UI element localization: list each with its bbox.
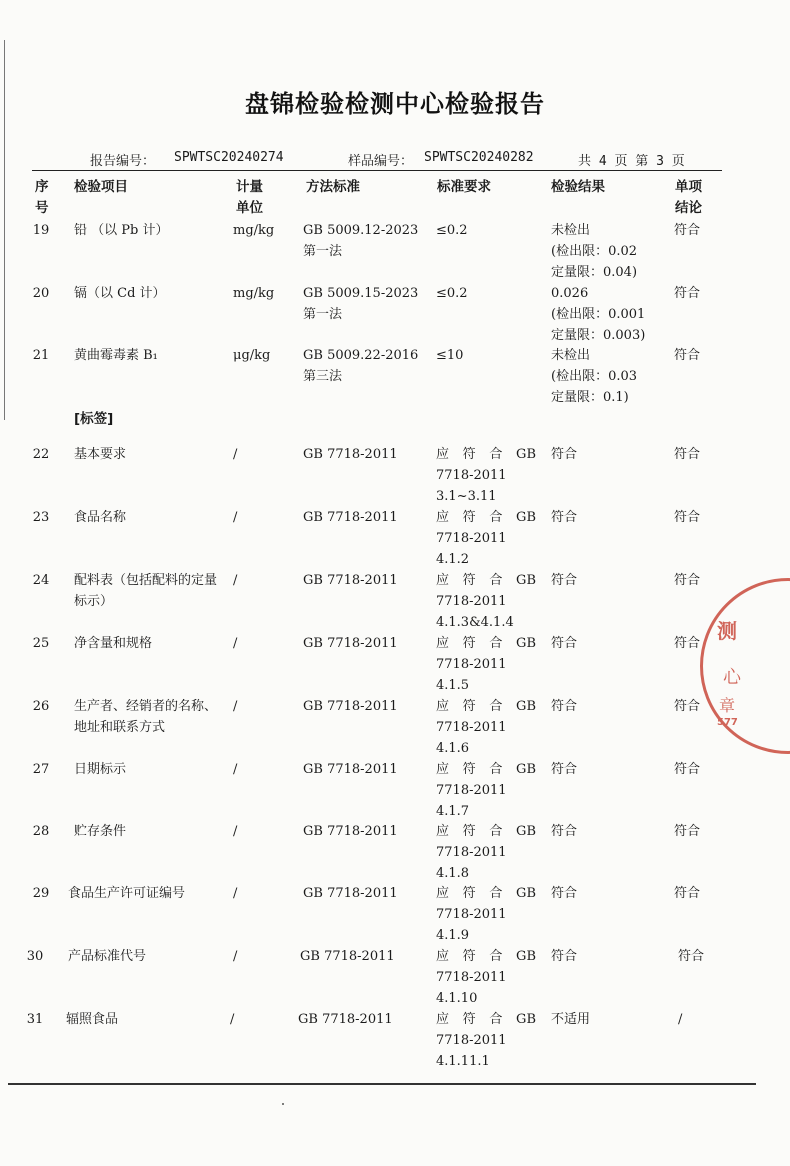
row-result: 符合 xyxy=(551,573,578,588)
seal-char-1: 测 xyxy=(717,619,737,643)
req-head: 应 符 合 GB xyxy=(436,447,536,462)
row-requirement xyxy=(436,507,536,570)
row-item: 辐照食品 xyxy=(66,1012,119,1027)
result-line: 未检出 xyxy=(551,223,591,238)
row-unit: mg/kg xyxy=(233,286,275,301)
req-std: 7718-2011 xyxy=(436,720,507,735)
req-clause: 4.1.2 xyxy=(436,552,470,567)
req-std: 7718-2011 xyxy=(436,594,507,609)
row-seq: 27 xyxy=(32,762,50,777)
req-clause: 4.1.10 xyxy=(436,991,478,1006)
header-unit xyxy=(236,177,263,219)
row-unit: / xyxy=(233,699,238,714)
row-result: 符合 xyxy=(551,762,578,777)
row-method xyxy=(303,345,427,387)
row-method: GB 7718-2011 xyxy=(303,573,398,588)
row-method xyxy=(303,283,427,325)
req-std: 7718-2011 xyxy=(436,1033,507,1048)
req-clause: 4.1.6 xyxy=(436,741,470,756)
row-result: 符合 xyxy=(551,447,578,462)
result-line: 定量限：0.04) xyxy=(551,265,638,280)
row-result: 不适用 xyxy=(551,1012,591,1027)
method-line: 第一法 xyxy=(303,244,343,259)
seal-char-2: 心 xyxy=(723,667,741,688)
row-requirement: ≤10 xyxy=(436,348,464,363)
footer-rule xyxy=(8,1083,756,1085)
row-item: 铅 （以 Pb 计） xyxy=(74,223,169,238)
req-clause: 4.1.5 xyxy=(436,678,470,693)
row-item: 基本要求 xyxy=(74,447,127,462)
row-unit: μg/kg xyxy=(233,348,271,363)
row-seq: 26 xyxy=(32,699,50,714)
row-seq: 20 xyxy=(32,286,50,301)
result-line: 未检出 xyxy=(551,348,591,363)
row-requirement xyxy=(436,570,536,633)
row-unit: / xyxy=(233,949,238,964)
row-conclusion: 符合 xyxy=(674,762,701,777)
report-number: SPWTSC20240274 xyxy=(174,150,284,165)
method-line: GB 5009.15-2023 xyxy=(303,286,419,301)
header-unit-line2: 单位 xyxy=(236,200,263,216)
row-method: GB 7718-2011 xyxy=(298,1012,393,1027)
row-conclusion: 符合 xyxy=(674,286,701,301)
row-method: GB 7718-2011 xyxy=(303,447,398,462)
row-conclusion: 符合 xyxy=(674,636,701,651)
row-conclusion: 符合 xyxy=(674,886,701,901)
row-requirement: ≤0.2 xyxy=(436,223,468,238)
req-clause: 3.1~3.11 xyxy=(436,489,497,504)
result-line: 定量限：0.1) xyxy=(551,390,629,405)
req-head: 应 符 合 GB xyxy=(436,510,536,525)
req-head: 应 符 合 GB xyxy=(436,824,536,839)
row-result xyxy=(551,345,671,408)
row-conclusion: 符合 xyxy=(674,510,701,525)
row-conclusion: / xyxy=(678,1012,683,1027)
req-std: 7718-2011 xyxy=(436,845,507,860)
result-line: (检出限：0.001 xyxy=(551,307,646,322)
row-item: 镉（以 Cd 计） xyxy=(74,286,166,301)
header-seq-line2: 号 xyxy=(35,200,49,216)
row-item: 净含量和规格 xyxy=(74,636,153,651)
method-line: GB 5009.12-2023 xyxy=(303,223,419,238)
row-conclusion: 符合 xyxy=(674,824,701,839)
row-method: GB 7718-2011 xyxy=(303,510,398,525)
row-result: 符合 xyxy=(551,636,578,651)
req-clause: 4.1.7 xyxy=(436,804,470,819)
row-item: 产品标准代号 xyxy=(68,949,147,964)
header-item: 检验项目 xyxy=(74,179,128,195)
row-result: 符合 xyxy=(551,886,578,901)
row-method: GB 7718-2011 xyxy=(303,636,398,651)
row-seq: 25 xyxy=(32,636,50,651)
report-number-label: 报告编号： xyxy=(90,154,156,169)
row-requirement xyxy=(436,821,536,884)
req-head: 应 符 合 GB xyxy=(436,886,536,901)
row-method xyxy=(303,220,427,262)
result-line: (检出限：0.02 xyxy=(551,244,638,259)
req-head: 应 符 合 GB xyxy=(436,699,536,714)
row-requirement xyxy=(436,1009,536,1072)
header-result: 检验结果 xyxy=(551,179,605,195)
row-result: 符合 xyxy=(551,824,578,839)
row-seq: 28 xyxy=(32,824,50,839)
report-title: 盘锦检验检测中心检验报告 xyxy=(245,90,545,118)
row-seq: 21 xyxy=(32,348,50,363)
row-requirement xyxy=(436,946,536,1009)
row-unit: / xyxy=(233,573,238,588)
row-item: 黄曲霉毒素 B₁ xyxy=(74,348,158,363)
row-requirement xyxy=(436,759,536,822)
row-unit: / xyxy=(233,762,238,777)
sample-number: SPWTSC20240282 xyxy=(424,150,534,165)
scan-dot xyxy=(282,1103,284,1105)
row-seq: 29 xyxy=(32,886,50,901)
req-head: 应 符 合 GB xyxy=(436,1012,536,1027)
row-unit: / xyxy=(233,510,238,525)
row-method: GB 7718-2011 xyxy=(303,886,398,901)
row-method: GB 7718-2011 xyxy=(303,762,398,777)
header-conclusion xyxy=(675,177,702,219)
method-line: 第一法 xyxy=(303,307,343,322)
row-result xyxy=(551,220,671,283)
req-std: 7718-2011 xyxy=(436,783,507,798)
row-seq: 24 xyxy=(32,573,50,588)
seal-number: 577 xyxy=(717,717,738,728)
row-method: GB 7718-2011 xyxy=(303,824,398,839)
row-seq: 19 xyxy=(32,223,50,238)
header-method: 方法标准 xyxy=(306,179,360,195)
method-line: 第三法 xyxy=(303,369,343,384)
row-unit: / xyxy=(233,824,238,839)
seal-char-3: 章 xyxy=(719,696,736,715)
req-head: 应 符 合 GB xyxy=(436,573,536,588)
row-seq: 30 xyxy=(26,949,44,964)
req-std: 7718-2011 xyxy=(436,907,507,922)
row-conclusion: 符合 xyxy=(674,348,701,363)
row-conclusion: 符合 xyxy=(674,223,701,238)
header-unit-line1: 计量 xyxy=(236,179,263,195)
row-seq: 31 xyxy=(26,1012,44,1027)
req-clause: 4.1.11.1 xyxy=(436,1054,490,1069)
row-seq: 22 xyxy=(32,447,50,462)
row-requirement: ≤0.2 xyxy=(436,286,468,301)
row-item: 食品名称 xyxy=(74,510,127,525)
req-head: 应 符 合 GB xyxy=(436,636,536,651)
row-requirement xyxy=(436,633,536,696)
header-concl-line2: 结论 xyxy=(675,200,702,216)
row-result: 符合 xyxy=(551,510,578,525)
row-item: 配料表（包括配料的定量标示） xyxy=(74,573,218,609)
row-unit: / xyxy=(233,636,238,651)
row-result xyxy=(551,283,671,346)
header-concl-line1: 单项 xyxy=(675,179,702,195)
row-conclusion: 符合 xyxy=(674,573,701,588)
row-result: 符合 xyxy=(551,699,578,714)
result-line: (检出限：0.03 xyxy=(551,369,638,384)
row-item: 日期标示 xyxy=(74,762,127,777)
row-method: GB 7718-2011 xyxy=(303,699,398,714)
req-head: 应 符 合 GB xyxy=(436,762,536,777)
row-unit: / xyxy=(233,886,238,901)
header-seq xyxy=(35,177,49,219)
req-clause: 4.1.8 xyxy=(436,866,470,881)
row-seq: 23 xyxy=(32,510,50,525)
req-clause: 4.1.3&4.1.4 xyxy=(436,615,514,630)
result-line: 0.026 xyxy=(551,286,589,301)
official-seal xyxy=(700,578,790,754)
row-item: 生产者、经销者的名称、地址和联系方式 xyxy=(74,699,218,735)
sample-number-label: 样品编号： xyxy=(348,154,414,169)
req-std: 7718-2011 xyxy=(436,657,507,672)
row-result: 符合 xyxy=(551,949,578,964)
row-item: 食品生产许可证编号 xyxy=(68,886,186,901)
row-unit: mg/kg xyxy=(233,223,275,238)
header-requirement: 标准要求 xyxy=(437,179,491,195)
req-std: 7718-2011 xyxy=(436,970,507,985)
page-info: 共 4 页 第 3 页 xyxy=(578,154,685,169)
req-std: 7718-2011 xyxy=(436,468,507,483)
row-conclusion: 符合 xyxy=(674,447,701,462)
req-head: 应 符 合 GB xyxy=(436,949,536,964)
header-rule xyxy=(32,170,722,171)
req-clause: 4.1.9 xyxy=(436,928,470,943)
row-item: 贮存条件 xyxy=(74,824,127,839)
header-seq-line1: 序 xyxy=(35,179,49,195)
row-conclusion: 符合 xyxy=(674,699,701,714)
row-unit: / xyxy=(230,1012,235,1027)
req-std: 7718-2011 xyxy=(436,531,507,546)
row-unit: / xyxy=(233,447,238,462)
row-conclusion: 符合 xyxy=(678,949,705,964)
row-method: GB 7718-2011 xyxy=(300,949,395,964)
method-line: GB 5009.22-2016 xyxy=(303,348,419,363)
row-requirement xyxy=(436,883,536,946)
row-requirement xyxy=(436,444,536,507)
section-label-tags: [标签] xyxy=(74,411,114,427)
row-requirement xyxy=(436,696,536,759)
result-line: 定量限：0.003) xyxy=(551,328,646,343)
